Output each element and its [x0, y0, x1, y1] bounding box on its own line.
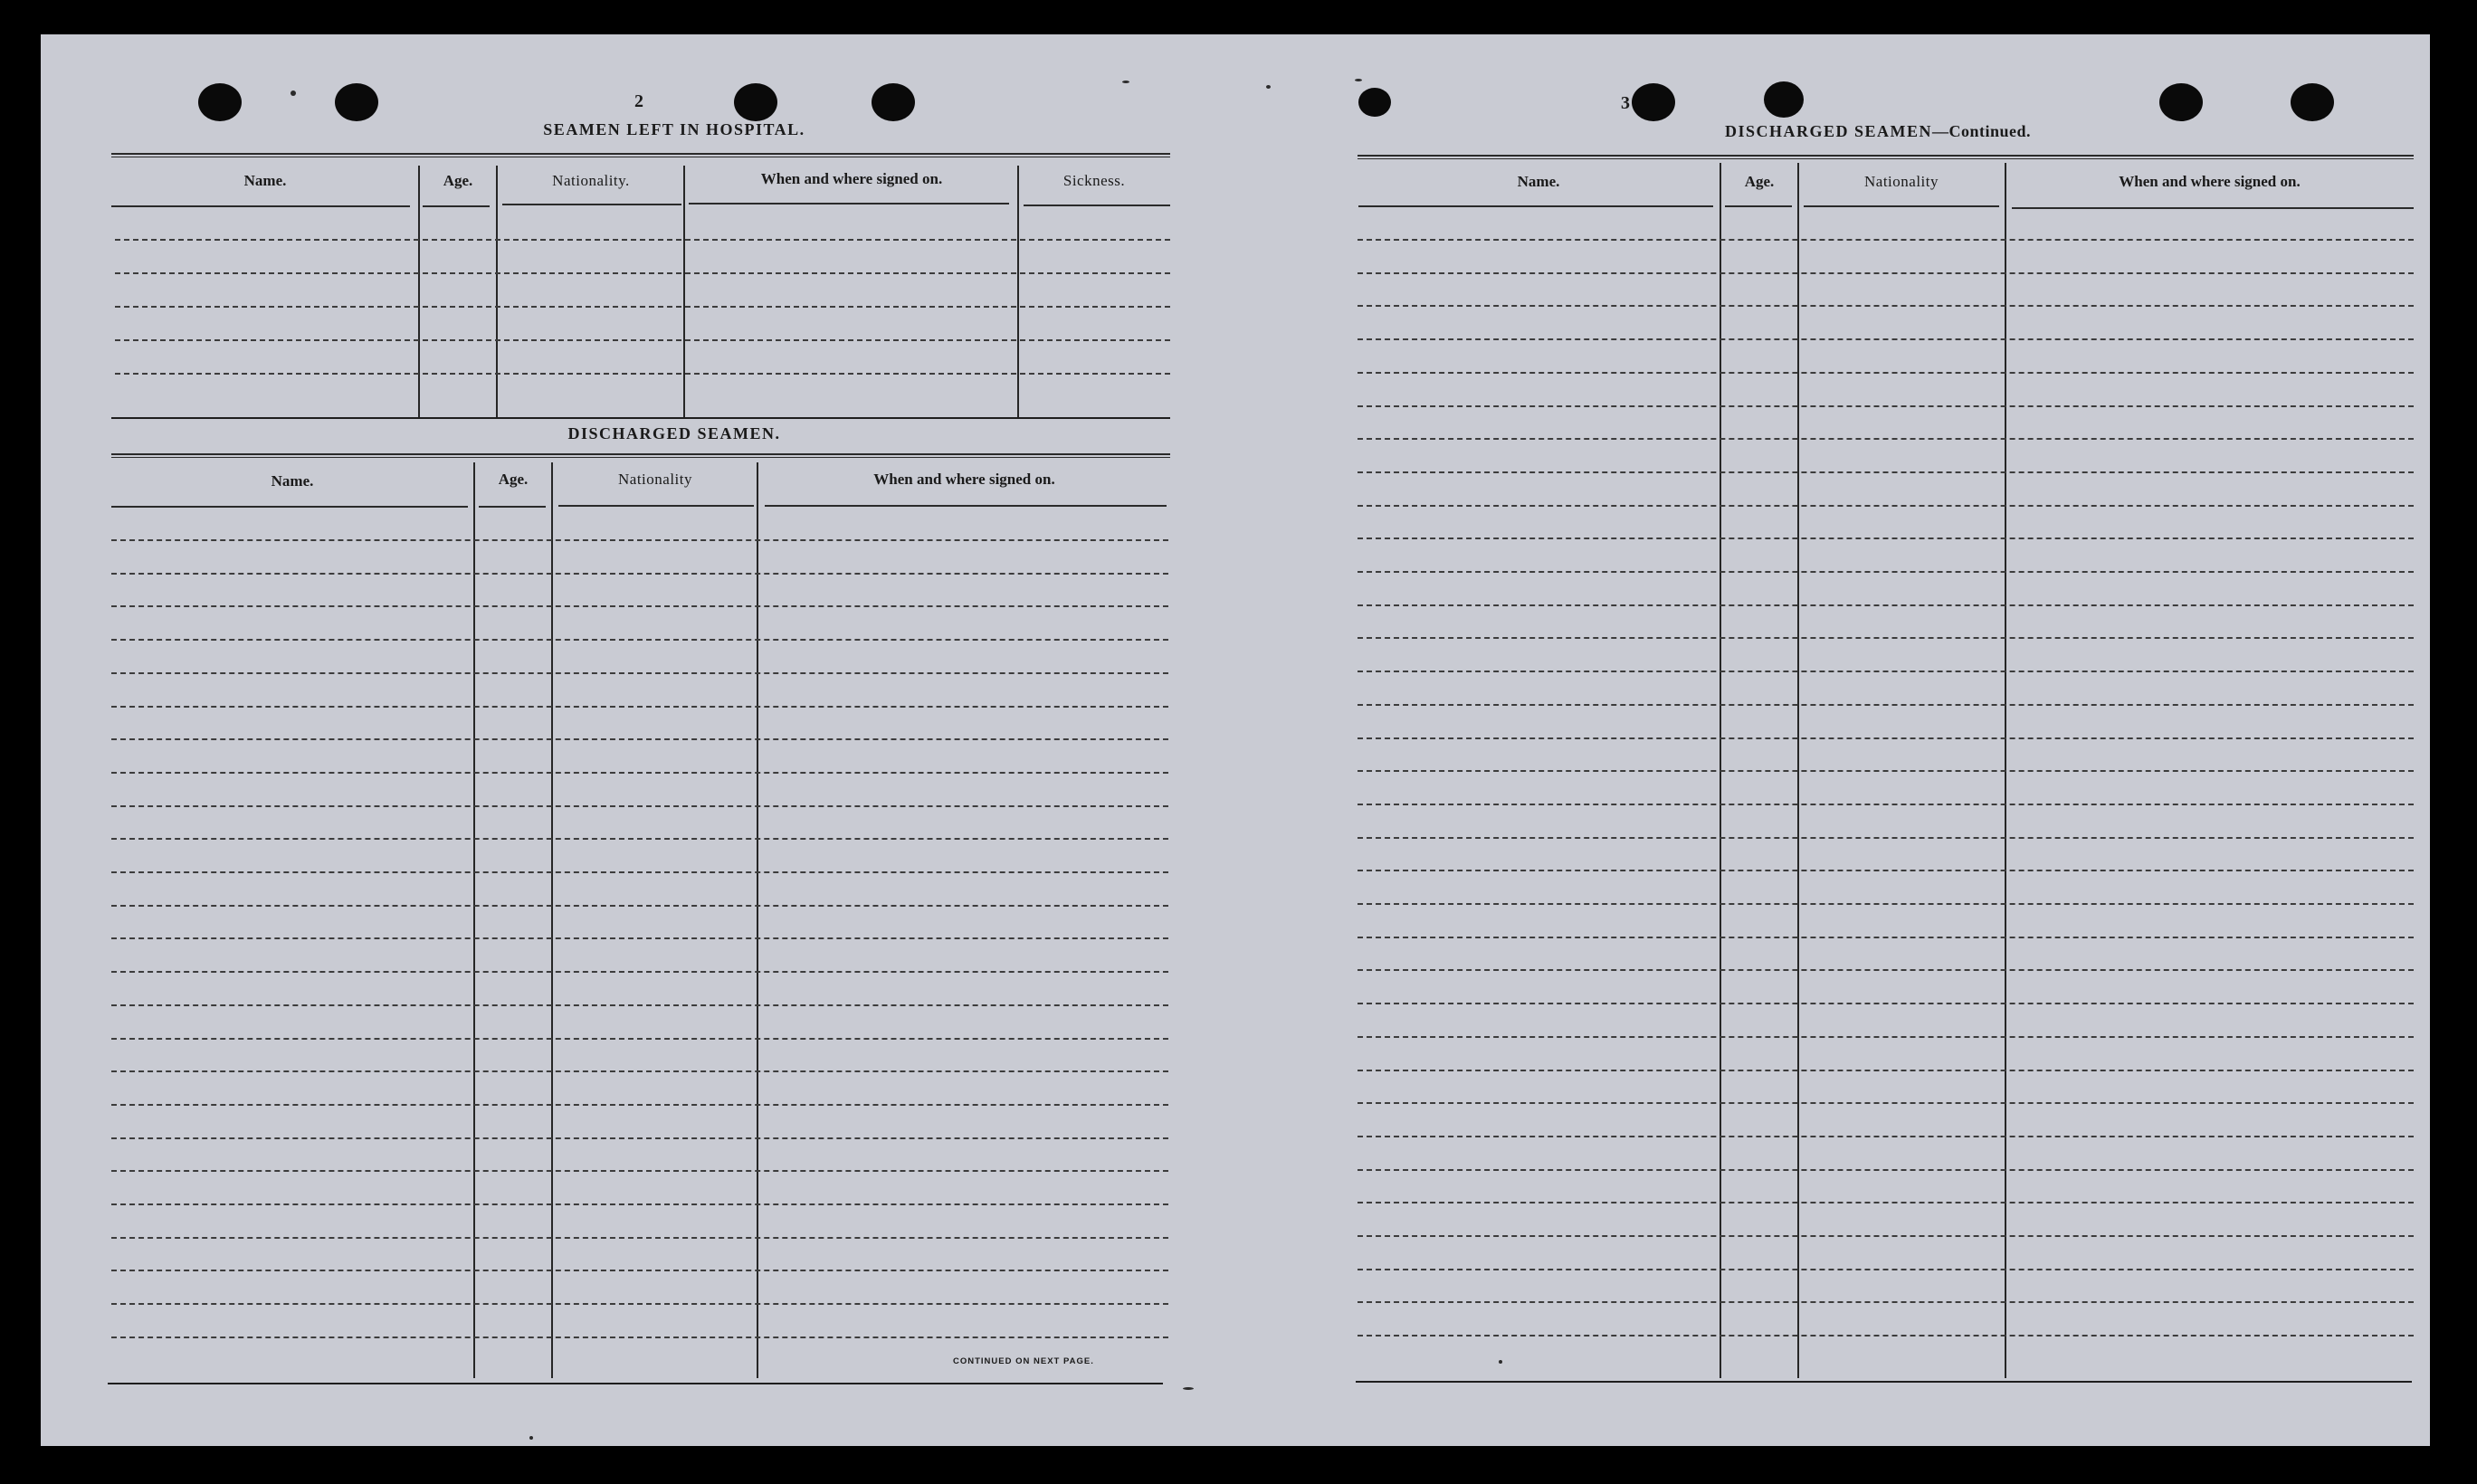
ledger-row-line — [1358, 1070, 2414, 1071]
ledger-row-line — [1358, 870, 2414, 871]
hospital-col-age: Age. — [443, 172, 473, 189]
ledger-row-line — [1358, 1003, 2414, 1004]
continued-col-signed-on: When and where signed on. — [2119, 173, 2301, 190]
ledger-row-line — [1358, 471, 2414, 473]
continued-header-underline — [1358, 205, 1713, 207]
hospital-column-divider — [683, 166, 685, 417]
punch-hole — [198, 83, 242, 121]
ledger-row-line — [111, 1170, 1168, 1172]
hospital-header-underline — [423, 205, 490, 207]
ledger-row-line — [1358, 837, 2414, 839]
hospital-top-rule — [111, 153, 1170, 157]
ledger-row-line — [1358, 1169, 2414, 1171]
hospital-header-underline — [1024, 205, 1170, 206]
continued-col-age: Age. — [1744, 173, 1775, 190]
ledger-row-line — [111, 971, 1168, 973]
ledger-row-line — [111, 871, 1168, 873]
ledger-row-line — [111, 1137, 1168, 1139]
ledger-row-line — [1358, 637, 2414, 639]
hospital-header-underline — [111, 205, 410, 207]
continued-header-underline — [2012, 207, 2414, 209]
ledger-row-line — [1358, 1202, 2414, 1203]
discharged-continued-suffix: —Continued. — [1932, 122, 2032, 140]
discharged-column-divider — [473, 462, 475, 1378]
ledger-row-line — [1358, 937, 2414, 938]
hospital-bottom-rule — [111, 417, 1170, 419]
ledger-row-line — [1358, 1136, 2414, 1137]
hospital-col-sickness: Sickness. — [1062, 172, 1126, 189]
ink-speck — [1183, 1387, 1194, 1390]
ledger-row-line — [111, 738, 1168, 740]
punch-hole — [1764, 81, 1804, 118]
discharged-continued-title — [1634, 122, 2122, 141]
right-page — [1235, 34, 2430, 1446]
ledger-row-line — [111, 672, 1168, 674]
ledger-row-line — [1358, 372, 2414, 374]
ink-speck — [1266, 85, 1271, 89]
ledger-row-line — [1358, 604, 2414, 606]
punch-hole — [734, 83, 777, 121]
discharged-col-signed-on: When and where signed on. — [873, 471, 1055, 488]
continued-col-nationality: Nationality — [1864, 173, 1939, 190]
ledger-row-line — [111, 573, 1168, 575]
discharged-column-divider — [551, 462, 553, 1378]
ledger-row-line — [1358, 438, 2414, 440]
ledger-row-line — [115, 373, 1170, 375]
ledger-row-line — [1358, 903, 2414, 905]
ledger-row-line — [115, 306, 1170, 308]
ledger-row-line — [111, 639, 1168, 641]
ledger-row-line — [115, 239, 1170, 241]
ledger-row-line — [1358, 272, 2414, 274]
continued-footnote: CONTINUED ON NEXT PAGE. — [953, 1356, 1094, 1366]
ledger-row-line — [111, 706, 1168, 708]
hospital-column-divider — [496, 166, 498, 417]
discharged-section-title: DISCHARGED SEAMEN. — [567, 424, 781, 442]
ledger-row-line — [1358, 1036, 2414, 1038]
ledger-row-line — [111, 1203, 1168, 1205]
left-page — [41, 34, 1235, 1446]
discharged-continued-title-text: DISCHARGED SEAMEN — [1724, 122, 1932, 140]
discharged-header-underline — [558, 505, 754, 507]
hospital-header-underline — [502, 204, 681, 205]
ledger-row-line — [1358, 804, 2414, 805]
discharged-header-underline — [479, 506, 546, 508]
discharged-column-divider — [757, 462, 758, 1378]
ledger-row-line — [1358, 1235, 2414, 1237]
punch-hole — [2291, 83, 2334, 121]
ledger-row-line — [111, 1004, 1168, 1006]
ink-speck — [1499, 1360, 1502, 1364]
ledger-row-line — [111, 805, 1168, 807]
punch-hole — [335, 83, 378, 121]
left-page-bottom-rule — [108, 1383, 1163, 1384]
continued-col-name: Name. — [1517, 173, 1560, 190]
discharged-col-age: Age. — [498, 471, 529, 488]
hospital-col-signed-on: When and where signed on. — [760, 170, 943, 187]
scanned-ledger-spread — [41, 34, 2430, 1446]
ledger-row-line — [115, 272, 1170, 274]
right-top-rule — [1358, 155, 2414, 159]
hospital-col-nationality: Nationality. — [552, 172, 630, 189]
ledger-row-line — [1358, 537, 2414, 539]
hospital-column-divider — [418, 166, 420, 417]
ledger-row-line — [111, 1038, 1168, 1040]
ledger-row-line — [1358, 1102, 2414, 1104]
ledger-row-line — [1358, 1301, 2414, 1303]
hospital-header-underline — [689, 203, 1009, 205]
ledger-row-line — [1358, 571, 2414, 573]
ledger-row-line — [115, 339, 1170, 341]
ledger-row-line — [111, 1070, 1168, 1072]
page-number: 2 — [634, 91, 643, 111]
discharged-col-nationality: Nationality — [618, 471, 692, 488]
ink-speck — [291, 90, 296, 96]
discharged-col-name: Name. — [271, 472, 314, 490]
ink-speck — [1355, 79, 1362, 81]
hospital-section-title: SEAMEN LEFT IN HOSPITAL. — [543, 120, 805, 138]
ledger-row-line — [1358, 338, 2414, 340]
punch-hole — [2159, 83, 2203, 121]
ledger-row-line — [1358, 405, 2414, 407]
ledger-row-line — [111, 605, 1168, 607]
ledger-row-line — [111, 1237, 1168, 1239]
ledger-row-line — [1358, 505, 2414, 507]
hospital-col-name: Name. — [243, 172, 287, 189]
punch-hole — [872, 83, 915, 121]
ledger-row-line — [111, 772, 1168, 774]
ledger-row-line — [111, 1303, 1168, 1305]
ledger-row-line — [111, 1337, 1168, 1338]
ledger-row-line — [111, 838, 1168, 840]
discharged-top-rule — [111, 453, 1170, 458]
punch-hole — [1358, 88, 1391, 117]
ink-speck — [1122, 81, 1129, 83]
ledger-row-line — [1358, 737, 2414, 739]
right-page-bottom-rule — [1356, 1381, 2412, 1383]
page-number: 3 — [1621, 93, 1630, 113]
ledger-row-line — [1358, 1335, 2414, 1337]
ledger-row-line — [1358, 969, 2414, 971]
ledger-row-line — [1358, 671, 2414, 672]
discharged-header-underline — [111, 506, 468, 508]
continued-header-underline — [1804, 205, 1999, 207]
ledger-row-line — [1358, 239, 2414, 241]
ledger-row-line — [111, 539, 1168, 541]
ledger-row-line — [111, 1270, 1168, 1271]
ledger-row-line — [111, 937, 1168, 939]
ledger-row-line — [1358, 770, 2414, 772]
hospital-column-divider — [1017, 166, 1019, 417]
ledger-row-line — [111, 905, 1168, 907]
ledger-row-line — [1358, 1269, 2414, 1270]
ledger-row-line — [1358, 305, 2414, 307]
continued-header-underline — [1725, 205, 1792, 207]
ledger-row-line — [1358, 704, 2414, 706]
ledger-row-line — [111, 1104, 1168, 1106]
ink-speck — [529, 1436, 533, 1440]
discharged-header-underline — [765, 505, 1167, 507]
